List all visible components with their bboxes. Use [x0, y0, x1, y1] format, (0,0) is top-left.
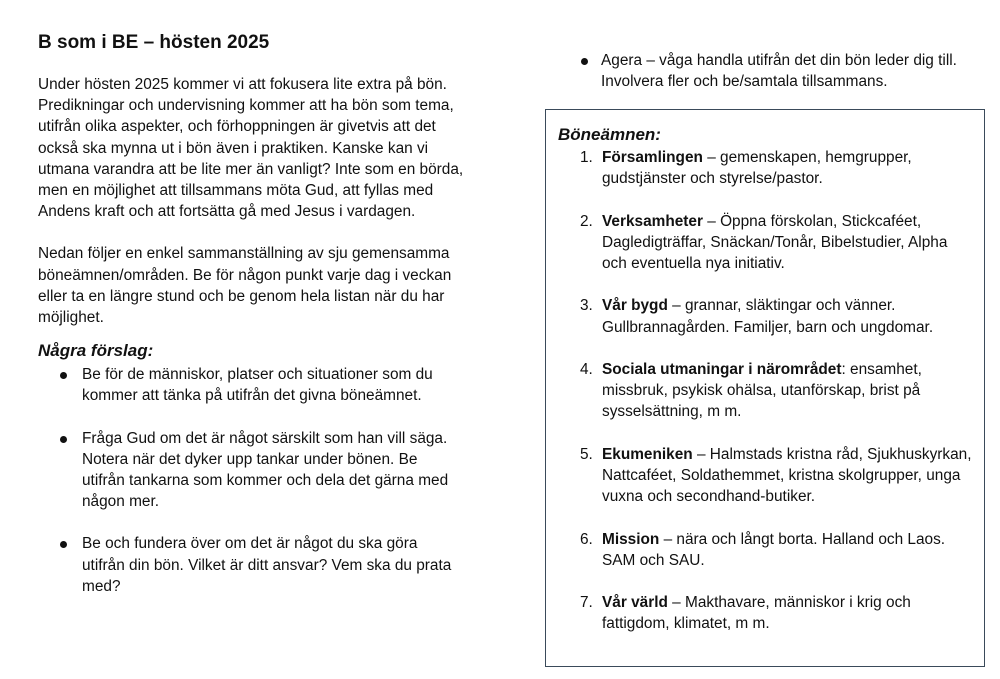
prayer-topic-item — [558, 444, 972, 508]
bullet-icon — [581, 58, 588, 65]
prayer-topic-item — [558, 359, 972, 423]
suggestion-text: Be och fundera över om det är något du ska göra utifrån din bön. Vilket är ditt ansvar? Vem ska du prata med? — [82, 535, 452, 595]
prayer-topic-item — [558, 529, 972, 571]
suggestions-heading: Några förslag: — [38, 341, 154, 361]
prayer-topic-item — [558, 147, 972, 189]
topic-number: 5. — [580, 445, 593, 463]
topic-description: – Halmstads kristna råd, Sjukhuskyrkan, Nattcaféet, Soldathemmet, kristna skolgrupper, unga vuxna och secondhand-butiker. — [602, 445, 972, 506]
bullet-icon — [60, 372, 67, 379]
suggestions-list — [38, 364, 508, 597]
topic-number: 7. — [580, 594, 593, 612]
prayer-topics-heading: Böneämnen: — [558, 125, 661, 144]
topic-name: Vår värld — [602, 594, 668, 612]
suggestion-item — [38, 364, 452, 406]
topic-name: Sociala utmaningar i närområdet — [602, 360, 842, 378]
prayer-topic-item — [558, 295, 972, 337]
topic-name: Församlingen — [602, 149, 703, 166]
bullet-icon — [60, 436, 67, 443]
topic-name: Ekumeniken — [602, 445, 693, 463]
right-column — [545, 50, 985, 92]
document-title: B som i BE – hösten 2025 — [38, 32, 270, 53]
topic-number: 1. — [580, 149, 593, 166]
topic-name: Mission — [602, 530, 660, 548]
suggestion-item — [38, 533, 452, 597]
suggestion-text: Be för de människor, platser och situationer som du kommer att tänka på utifrån det givna böneämnet. — [82, 366, 433, 405]
topic-description: – Öppna förskolan, Stickcaféet, Dagledigträffar, Snäckan/Tonår, Bibelstudier, Alpha och eventuella nya initiativ. — [602, 212, 948, 272]
topic-description: – Makthavare, människor i krig och fattigdom, klimatet, m m. — [602, 594, 911, 633]
topic-description: – gemenskapen, hemgrupper, gudstjänster och styrelse/pastor. — [602, 149, 912, 188]
topic-number: 3. — [580, 297, 593, 315]
topic-description: – nära och långt borta. Halland och Laos. SAM och SAU. — [602, 530, 946, 569]
topic-number: 6. — [580, 530, 593, 548]
prayer-topic-item — [558, 211, 972, 275]
topic-name: Verksamheter — [602, 212, 703, 230]
prayer-topic-item — [558, 592, 972, 634]
suggestions-list-continued — [545, 50, 985, 92]
prayer-topics-list — [558, 147, 970, 635]
prayer-topics-box — [545, 109, 985, 667]
topic-description: – grannar, släktingar och vänner. Gullbrannagården. Familjer, barn och ungdomar. — [602, 297, 934, 336]
suggestion-item — [38, 428, 452, 513]
summary-paragraph: Nedan följer en enkel sammanställning av sju gemensamma böneämnen/områden. Be för någon punkt varje dag i veckan eller ta en längre stund och be genom hela listan när du har möjlighet. — [38, 245, 452, 327]
left-column — [38, 32, 508, 618]
topic-number: 4. — [580, 360, 593, 378]
intro-paragraph: Under hösten 2025 kommer vi att fokusera lite extra på bön. Predikningar och undervisning kommer att ha bön som tema, utifrån olika aspekter, och förhoppningen är givetvis att det också ska mynna ut i bön även i praktiken. Kanske kan vi utmana varandra att be lite mer än vanligt? Inte som en börda, men en möjlighet att tillsammans möta Gud, att fyllas med Andens kraft och att fortsätta gå med Jesus i vardagen. — [38, 76, 464, 221]
bullet-icon — [60, 541, 67, 548]
topic-description: : ensamhet, missbruk, psykisk ohälsa, utanförskap, brist på sysselsättning, m m. — [602, 360, 922, 421]
suggestion-item — [545, 50, 971, 92]
suggestion-text: Agera – våga handla utifrån det din bön leder dig till. Involvera fler och be/samtala tillsammans. — [601, 52, 957, 91]
suggestion-text: Fråga Gud om det är något särskilt som han vill säga. Notera när det dyker upp tankar under bönen. Be utifrån tankarna som kommer och dela det gärna med någon mer. — [82, 429, 449, 511]
topic-name: Vår bygd — [602, 297, 668, 315]
topic-number: 2. — [580, 212, 593, 230]
